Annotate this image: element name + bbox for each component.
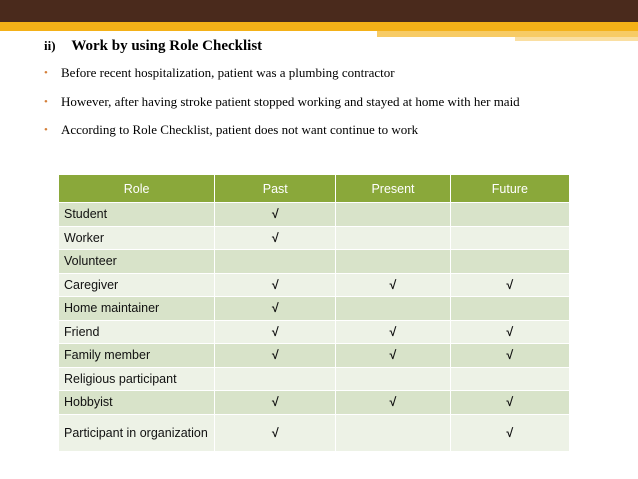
- present-cell: [336, 203, 450, 227]
- bullet-icon: •: [44, 67, 48, 79]
- orange-accent-strip-small: [515, 37, 638, 41]
- bullet-text: According to Role Checklist, patient does not want continue to work: [61, 122, 419, 137]
- bullet-item: [44, 121, 520, 150]
- table-row: [59, 344, 570, 368]
- bullet-item: [44, 93, 520, 122]
- future-cell: [450, 367, 569, 391]
- table-row: [59, 226, 570, 250]
- column-header-present: Present: [336, 175, 450, 203]
- past-cell: √: [215, 273, 336, 297]
- future-cell: √: [450, 391, 569, 415]
- role-cell: Friend: [59, 320, 215, 344]
- role-cell: Home maintainer: [59, 297, 215, 321]
- present-cell: √: [336, 391, 450, 415]
- table-row: [59, 367, 570, 391]
- role-checklist-table: [58, 174, 570, 452]
- future-cell: √: [450, 344, 569, 368]
- bullet-icon: •: [44, 124, 48, 136]
- column-header-role: Role: [59, 175, 215, 203]
- past-cell: √: [215, 203, 336, 227]
- role-cell: Volunteer: [59, 250, 215, 274]
- table-row: [59, 320, 570, 344]
- past-cell: √: [215, 414, 336, 451]
- bullet-item: [44, 64, 520, 93]
- present-cell: [336, 367, 450, 391]
- present-cell: [336, 414, 450, 451]
- bullet-icon: •: [44, 95, 48, 108]
- bullet-text: Before recent hospitalization, patient was a plumbing contractor: [61, 65, 395, 80]
- slide-heading: [44, 38, 262, 55]
- past-cell: √: [215, 391, 336, 415]
- table-row: [59, 250, 570, 274]
- past-cell: √: [215, 226, 336, 250]
- present-cell: √: [336, 344, 450, 368]
- heading-title: Work by using Role Checklist: [71, 38, 263, 54]
- role-cell: Worker: [59, 226, 215, 250]
- future-cell: √: [450, 320, 569, 344]
- table-row: [59, 203, 570, 227]
- past-cell: [215, 250, 336, 274]
- role-cell: Student: [59, 203, 215, 227]
- table-row: [59, 273, 570, 297]
- present-cell: √: [336, 273, 450, 297]
- table-row: [59, 414, 570, 451]
- future-cell: √: [450, 414, 569, 451]
- present-cell: √: [336, 320, 450, 344]
- bullet-list: [44, 64, 520, 150]
- past-cell: √: [215, 344, 336, 368]
- role-cell: Caregiver: [59, 273, 215, 297]
- future-cell: [450, 203, 569, 227]
- past-cell: √: [215, 297, 336, 321]
- future-cell: √: [450, 273, 569, 297]
- table-header-row: [59, 175, 570, 203]
- present-cell: [336, 226, 450, 250]
- column-header-future: Future: [450, 175, 569, 203]
- past-cell: [215, 367, 336, 391]
- role-cell: Hobbyist: [59, 391, 215, 415]
- future-cell: [450, 226, 569, 250]
- bullet-text: However, after having stroke patient stopped working and stayed at home with her maid: [61, 93, 520, 109]
- table-row: [59, 297, 570, 321]
- table-row: [59, 391, 570, 415]
- heading-number: ii): [44, 38, 56, 53]
- past-cell: √: [215, 320, 336, 344]
- role-cell: Participant in organization: [59, 414, 215, 451]
- column-header-past: Past: [215, 175, 336, 203]
- top-decorative-band: [0, 0, 638, 22]
- orange-accent-band: [0, 22, 638, 31]
- role-cell: Family member: [59, 344, 215, 368]
- future-cell: [450, 250, 569, 274]
- role-cell: Religious participant: [59, 367, 215, 391]
- future-cell: [450, 297, 569, 321]
- present-cell: [336, 297, 450, 321]
- present-cell: [336, 250, 450, 274]
